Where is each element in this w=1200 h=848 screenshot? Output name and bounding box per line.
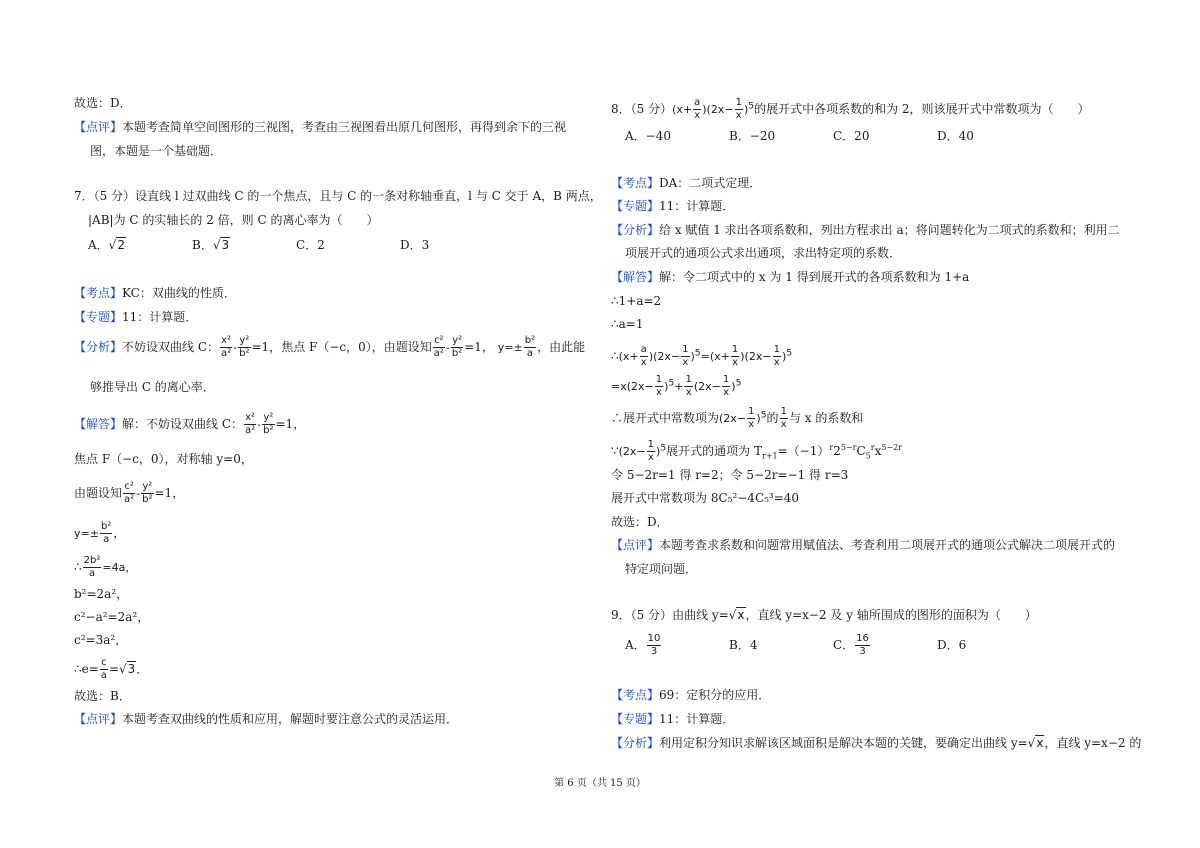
comment-text: 本题考查简单空间图形的三视图，考查由三视图看出原几何图形，再得到余下的三视	[122, 120, 567, 134]
fenxi-line: 【分析】不妨设双曲线 C： $\frac{\text{x²}}{\text{a²}}$ - $\frac{\text{y²}}{\text{b²}}$ =1，焦点 F（−c，0），由题设知 $\frac{\text{c²}}{\text{a²}}$ - $\frac{\text{y²}}{\text{b²}}$ =1， y=± $\frac{\text{b²}}{a}$ ，由此能	[74, 335, 586, 359]
kaodian-line: 【考点】KC：双曲线的性质．	[74, 286, 236, 300]
solution-step-4: ∴ $\frac{\text{2b²}}{a}$ =4a，	[74, 555, 137, 579]
fraction: $\frac{\text{y²}}{\text{b²}}$	[451, 335, 463, 359]
option-a: A． $\frac{10}{3}$	[625, 633, 661, 657]
jieda-line: 【解答】解：令二项式中的 x 为 1 得到展开式的各项系数和为 1+a	[611, 270, 970, 284]
fenxi-line-9: 【分析】利用定积分知识求解该区域面积是解决本题的关键，要确定出曲线 y=√x，直线 y=x−2 的	[611, 736, 1142, 750]
solution-step-2: 由题设知 $\frac{\text{c²}}{\text{a²}}$ - $\frac{\text{y²}}{\text{b²}}$ =1，	[74, 481, 185, 505]
fenxi-line-2: 项展开式的通项公式求出通项，求出特定项的系数．	[625, 246, 902, 260]
option-a: A．−40	[625, 129, 671, 143]
solution-step-3: ∴(x+ $\frac{a}{x}$ )(2x− $\frac{1}{x}$ )$^5$=(x+ $\frac{1}{x}$ )(2x− $\frac{1}{x}$ )$^5$	[611, 344, 793, 368]
option-d: D．40	[937, 129, 974, 143]
question-7-options	[88, 237, 504, 253]
fraction: $\frac{\text{y²}}{\text{b²}}$	[263, 412, 274, 436]
option-d: D．3	[400, 238, 430, 252]
solution-step-8: 展开式中常数项为 8C₅²−4C₅³=40	[611, 491, 800, 505]
fraction: $\frac{\text{x²}}{\text{a²}}$	[245, 412, 256, 436]
solution-step-2: ∴a=1	[611, 317, 644, 331]
zhuanti-line: 【专题】11：计算题．	[611, 199, 735, 213]
question-8-line-1: 8．（5 分）(x+ $\frac{a}{x}$ )(2x− $\frac{1}{x}$ )$^5$的展开式中各项系数的和为 2，则该展开式中常数项为（ ）	[611, 97, 1090, 121]
answer-line: 故选：D．	[74, 96, 132, 110]
option-c: C．20	[833, 129, 870, 143]
solution-step-1: 焦点 F（−c，0），对称轴 y=0，	[74, 452, 253, 466]
kaodian-line-9: 【考点】69：定积分的应用．	[611, 688, 771, 702]
solution-step-4: =x(2x− $\frac{1}{x}$ )$^5$+ $\frac{1}{x}$ (2x− $\frac{1}{x}$ )$^5$	[611, 374, 742, 398]
comment-tag: 【点评】	[74, 120, 123, 134]
fraction: $\frac{\text{x²}}{\text{a²}}$	[221, 335, 232, 359]
fraction: $\frac{\text{c²}}{\text{a²}}$	[433, 335, 444, 359]
comment-line-8: 【点评】本题考查求系数和问题常用赋值法、考查利用二项展开式的通项公式解决二项展开式的	[611, 538, 1116, 552]
fenxi-line: 【分析】给 x 赋值 1 求出各项系数和，列出方程求出 a；将问题转化为二项式的系数和；利用二	[611, 223, 1120, 237]
jieda-line: 【解答】解：不妨设双曲线 C： $\frac{\text{x²}}{\text{a²}}$ - $\frac{\text{y²}}{\text{b²}}$ =1，	[74, 412, 306, 436]
comment-line	[74, 119, 566, 135]
solution-step-7: 令 5−2r=1 得 r=2；令 5−2r=−1 得 r=3	[611, 468, 849, 482]
solution-step-1: ∴1+a=2	[611, 294, 662, 308]
option-d: D．6	[937, 638, 967, 652]
solution-step-7: c²=3a²，	[74, 633, 128, 647]
option-b: B．−20	[729, 129, 776, 143]
sqrt-2: √2	[108, 238, 125, 252]
option-c: C．2	[296, 238, 325, 252]
kaodian-line: 【考点】DA：二项式定理．	[611, 176, 762, 190]
solution-step-6: c²−a²=2a²，	[74, 610, 150, 624]
comment-line-2: 图，本题是一个基础题．	[90, 144, 223, 158]
comment-line-7: 【点评】本题考查双曲线的性质和应用，解题时要注意公式的灵活运用．	[74, 712, 459, 726]
comment-line-8b: 特定项问题．	[625, 562, 698, 576]
answer-line-7: 故选：B．	[74, 689, 131, 703]
solution-step-3: y=± $\frac{\text{b²}}{a}$ ，	[74, 521, 126, 545]
question-7-line-2: |AB|为 C 的实轴长的 2 倍，则 C 的离心率为（ ）	[88, 213, 379, 227]
fenxi-line-2: 够推导出 C 的离心率．	[90, 380, 215, 394]
option-b: B．√3	[192, 238, 230, 252]
solution-step-8: ∴e= $\frac{c}{a}$ =√3．	[74, 657, 149, 681]
zhuanti-line: 【专题】11：计算题．	[74, 310, 198, 324]
zhuanti-line-9: 【专题】11：计算题．	[611, 712, 735, 726]
question-9-line-1: 9．（5 分）由曲线 y=√x，直线 y=x−2 及 y 轴所围成的图形的面积为（ ）	[611, 608, 1037, 622]
question-9-options	[625, 633, 1041, 658]
fraction: $\frac{\text{y²}}{\text{b²}}$	[239, 335, 250, 359]
solution-step-5: b²=2a²，	[74, 587, 129, 601]
option-c: C． $\frac{16}{3}$	[833, 633, 869, 657]
page-footer: 第 6 页（共 15 页）	[554, 778, 646, 789]
option-a: A．√2	[88, 238, 125, 252]
answer-line-8: 故选：D．	[611, 515, 669, 529]
solution-step-6: ∵(2x− $\frac{1}{x}$ )$^5$展开式的通项为 $T_{r+1}=(-1)^r2^{5-r}C_5^rx^{5-2r}$	[611, 439, 903, 463]
sqrt-3: √3	[212, 238, 230, 252]
option-b: B．4	[729, 638, 758, 652]
fraction: $\frac{\text{b²}}{a}$	[524, 335, 536, 359]
question-7-line-1: 7．（5 分）设直线 l 过双曲线 C 的一个焦点，且与 C 的一条对称轴垂直，l 与 C 交于 A，B 两点，	[74, 189, 602, 203]
question-8-options	[625, 128, 1041, 144]
solution-step-5: ∴展开式中常数项为(2x− $\frac{1}{x}$ )$^5$的 $\frac{1}{x}$ 与 x 的系数和	[611, 406, 864, 430]
